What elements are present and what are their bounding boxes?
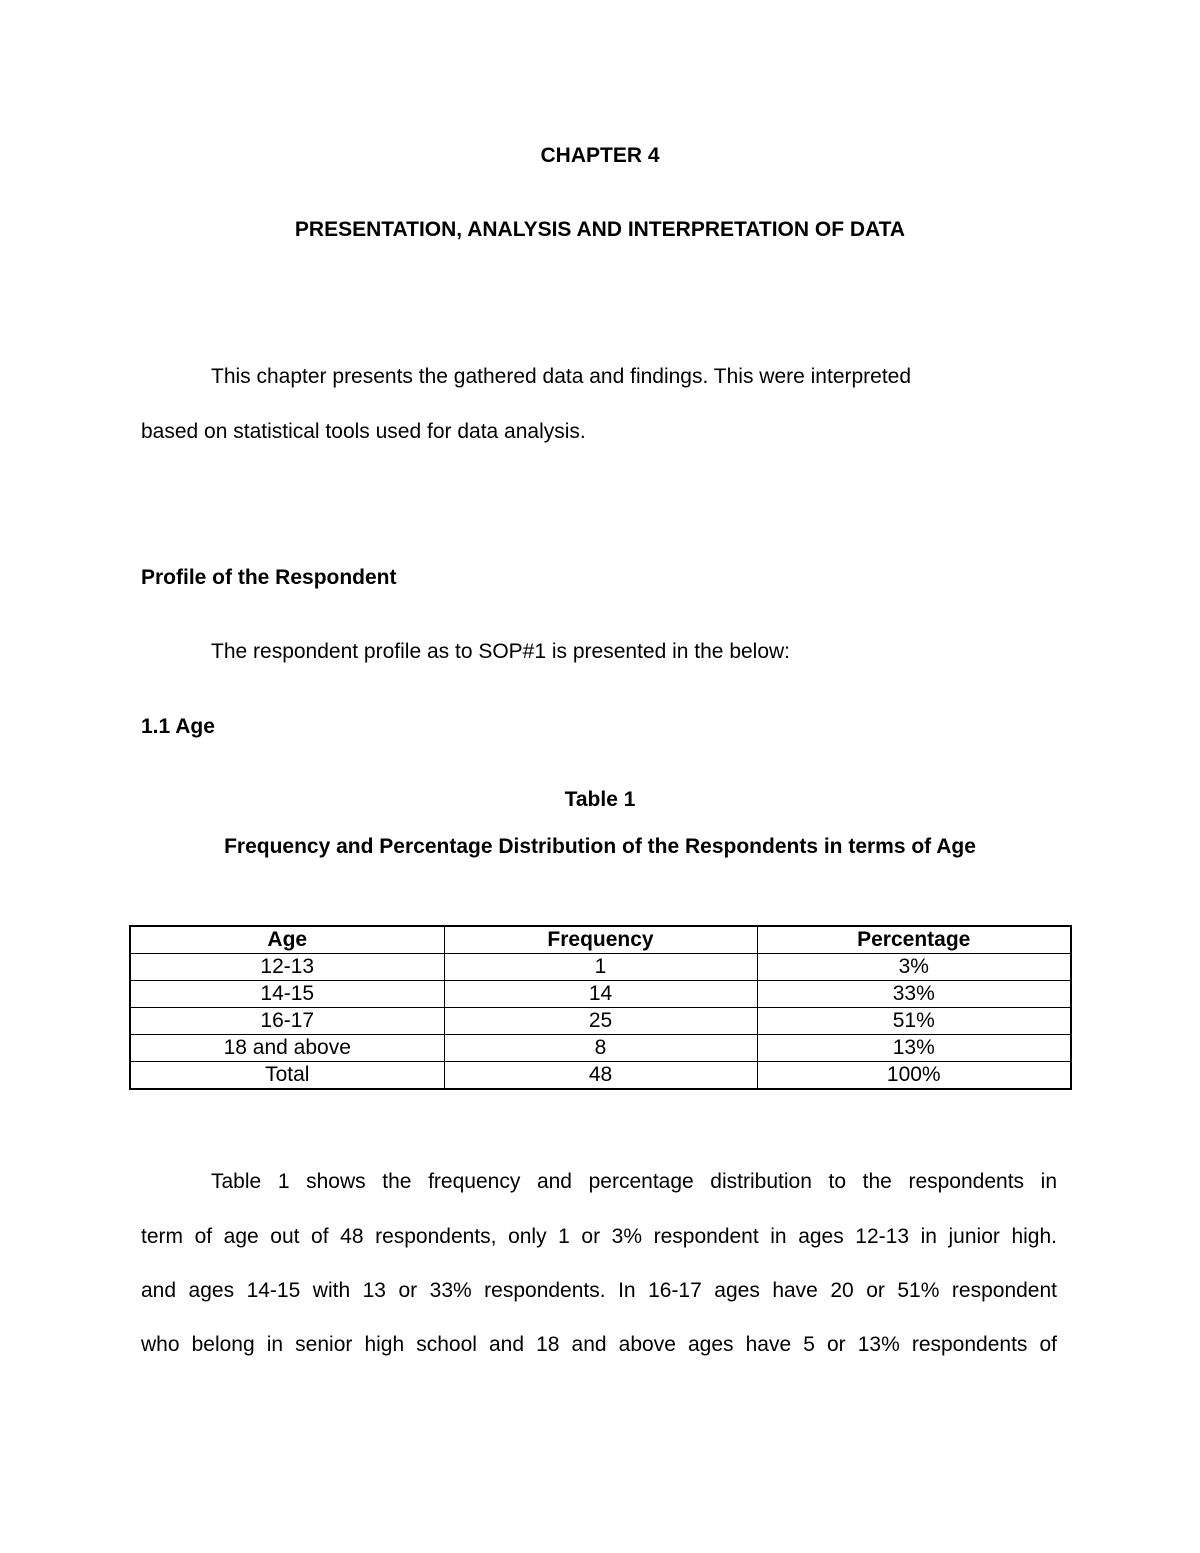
intro-paragraph-line-2: based on statistical tools used for data analysis. [141, 420, 586, 443]
section-heading: Profile of the Respondent [141, 566, 397, 589]
discussion-line-4: who belong in senior high school and 18 and above ages have 5 or 13% respondents of [141, 1333, 1057, 1356]
cell-age: 18 and above [130, 1035, 444, 1062]
cell-percentage: 100% [757, 1062, 1071, 1090]
section-text: The respondent profile as to SOP#1 is presented in the below: [211, 640, 791, 663]
discussion-line-1: Table 1 shows the frequency and percentage distribution to the respondents in [211, 1170, 1057, 1193]
table-row [130, 1008, 1071, 1035]
table-caption: Frequency and Percentage Distribution of the Respondents in terms of Age [224, 835, 976, 858]
cell-age: Total [130, 1062, 444, 1090]
cell-age: 12-13 [130, 954, 444, 981]
cell-age: 16-17 [130, 1008, 444, 1035]
cell-percentage: 13% [757, 1035, 1071, 1062]
table-row [130, 954, 1071, 981]
table-row [130, 981, 1071, 1008]
header-frequency: Frequency [444, 926, 757, 954]
chapter-number: CHAPTER 4 [540, 144, 660, 167]
cell-frequency: 1 [444, 954, 757, 981]
table-label: Table 1 [564, 788, 636, 811]
cell-frequency: 25 [444, 1008, 757, 1035]
cell-frequency: 8 [444, 1035, 757, 1062]
table-total-row [130, 1062, 1071, 1090]
cell-age: 14-15 [130, 981, 444, 1008]
table-row [130, 1035, 1071, 1062]
cell-percentage: 51% [757, 1008, 1071, 1035]
cell-frequency: 48 [444, 1062, 757, 1090]
age-distribution-table [129, 925, 1072, 1090]
header-percentage: Percentage [757, 926, 1071, 954]
header-age: Age [130, 926, 444, 954]
discussion-line-2: term of age out of 48 respondents, only 1 or 3% respondent in ages 12-13 in junior high. [141, 1225, 1057, 1248]
chapter-title: PRESENTATION, ANALYSIS AND INTERPRETATION OF DATA [294, 218, 906, 241]
cell-frequency: 14 [444, 981, 757, 1008]
cell-percentage: 33% [757, 981, 1071, 1008]
table-header-row [130, 926, 1071, 954]
cell-percentage: 3% [757, 954, 1071, 981]
discussion-line-3: and ages 14-15 with 13 or 33% respondents. In 16-17 ages have 20 or 51% respondent [141, 1279, 1057, 1302]
subsection-heading: 1.1 Age [141, 715, 215, 738]
intro-paragraph-line-1: This chapter presents the gathered data and findings. This were interpreted [211, 365, 912, 388]
